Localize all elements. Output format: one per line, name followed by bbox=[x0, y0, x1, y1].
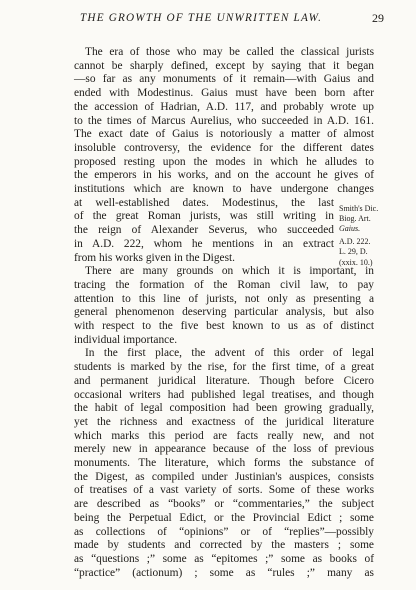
text-line: from his works given in the Digest. bbox=[74, 251, 236, 264]
text-line: as collections of “opinions” or of “replies”—possibly bbox=[74, 525, 374, 538]
text-line: tracing the formation of the Roman civil law, to pay bbox=[74, 278, 374, 291]
text-line: of treatises of a vast variety of sorts. Some of these works bbox=[74, 484, 374, 497]
text-line: being the Perpetual Edict, or the Provincial Edict ; some bbox=[74, 511, 374, 524]
text-line: “practice” (actionum) ; some as “rules ;” many as bbox=[74, 566, 374, 579]
text-line: the accession of Hadrian, A.D. 117, and probably wrote up bbox=[74, 100, 374, 113]
margin-note-line: Gaius. bbox=[339, 224, 361, 233]
text-line: which marks this period are facts really new, and not bbox=[74, 429, 374, 442]
margin-note-line: A.D. 222. bbox=[339, 237, 371, 246]
text-line: yet the richness and exactness of the juridical literature bbox=[74, 415, 374, 428]
text-line: and permanent juridical literature. Though before Cicero bbox=[74, 374, 374, 387]
margin-note-line: Smith's Dic. bbox=[339, 204, 379, 213]
text-line: are described as “books” or “commentaries,” the subject bbox=[74, 498, 374, 511]
text-line: in A.D. 222, whom he mentions in an extract bbox=[74, 237, 334, 250]
text-line: general phenomenon deserving particular analysis, but also bbox=[74, 306, 374, 319]
text-line: with respect to the five best known to us as of distinct bbox=[74, 320, 374, 332]
text-line: —so far as any monuments of it remain—with Gaius and bbox=[74, 73, 374, 86]
text-line: monuments. The literature, which forms the substance of bbox=[74, 457, 374, 469]
text-line: made by students and corrected by the masters ; some bbox=[74, 539, 374, 552]
text-line: of the great Roman jurists, was still writing in bbox=[74, 210, 334, 223]
text-line: proposed resting upon the modes in which he alludes to bbox=[74, 155, 374, 168]
text-line: The exact date of Gaius is notoriously a matter of almost bbox=[74, 128, 374, 141]
text-line: In the first place, the advent of this order of legal bbox=[85, 347, 374, 360]
text-line: merely new in appearance because of the loss of previous bbox=[74, 443, 374, 456]
text-line: the Digest, as compiled under Justinian's auspices, consists bbox=[74, 470, 374, 483]
text-line: institutions which are known to have undergone changes bbox=[74, 183, 374, 195]
margin-note-line: L. 29, D. bbox=[339, 247, 368, 256]
text-line: to the times of Marcus Aurelius, who succeeded in A.D. 161. bbox=[74, 114, 374, 127]
text-line: the habit of legal composition had been growing gradually, bbox=[74, 402, 374, 415]
margin-note-line: Biog. Art. bbox=[339, 214, 371, 223]
margin-note-line: (xxix. 10.) bbox=[339, 258, 373, 267]
text-line: There are many grounds on which it is important, in bbox=[85, 265, 374, 278]
text-line: occasional writers had published legal treatises, and though bbox=[74, 388, 374, 401]
page-number: 29 bbox=[372, 11, 384, 25]
text-line: at well-established dates. Modestinus, the last bbox=[74, 196, 334, 209]
text-line: students is marked by the rise, for the first time, of a great bbox=[74, 361, 374, 374]
text-line: as “questions ;” some as “epitomes ;” some as books of bbox=[74, 552, 374, 565]
running-title: THE GROWTH OF THE UNWRITTEN LAW. bbox=[80, 12, 323, 24]
text-line: The era of those who may be called the classical jurists bbox=[85, 46, 374, 58]
text-line: ended with Modestinus. Gaius must have been born after bbox=[74, 87, 374, 100]
text-line: attention to this line of jurists, not only as presenting a bbox=[74, 292, 374, 305]
text-line: cannot be sharply defined, except by saying that it began bbox=[74, 59, 374, 72]
text-line: individual importance. bbox=[74, 333, 178, 346]
text-line: the emperors in his works, and on the account he gives of bbox=[74, 169, 374, 182]
text-line: insoluble controversy, the evidence for the different dates bbox=[74, 141, 374, 154]
text-line: the reign of Alexander Severus, who succeeded bbox=[74, 224, 334, 237]
